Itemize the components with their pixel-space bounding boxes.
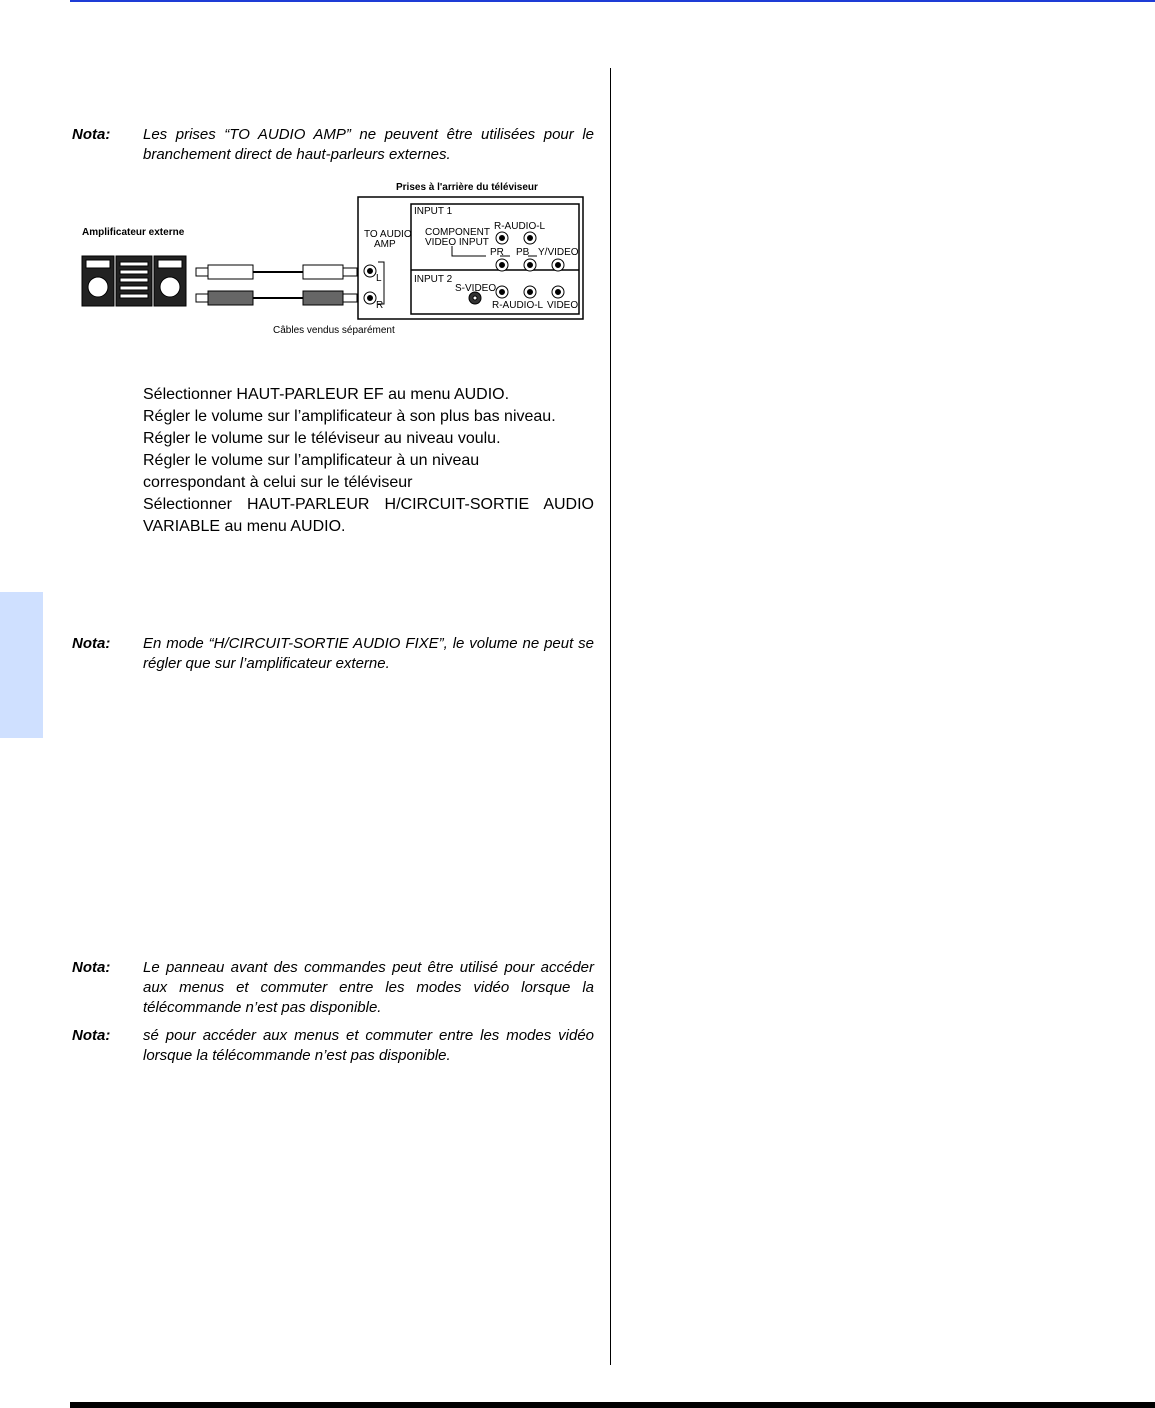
step-line: Sélectionner HAUT-PARLEUR H/CIRCUIT-SORTIE AUDIO xyxy=(143,496,594,513)
component-label: COMPONENT xyxy=(425,227,490,238)
bottom-rule xyxy=(70,1402,1155,1408)
note-fixed-audio xyxy=(72,634,594,674)
amp-label: Amplificateur externe xyxy=(82,227,185,238)
input1-label: INPUT 1 xyxy=(414,206,453,217)
step-line: Régler le volume sur l’amplificateur à son plus bas niveau. xyxy=(143,408,556,425)
right-channel-label: R xyxy=(376,300,384,311)
step-line: Régler le volume sur l’amplificateur à un niveau xyxy=(143,452,480,469)
pr-label: PR xyxy=(490,247,504,258)
step-line: VARIABLE au menu AUDIO. xyxy=(143,518,346,535)
note-remote-unavailable xyxy=(72,1026,594,1066)
s-video-label: S-VIDEO xyxy=(455,283,497,294)
r-audio-l-label: R-AUDIO-L xyxy=(494,221,546,232)
cable-right xyxy=(196,291,357,305)
r-audio-l2-label: R-AUDIO-L xyxy=(492,300,544,311)
note-text: Les prises “TO AUDIO AMP” ne peuvent être utilisées pour le branchement direct de haut-parleurs externes. xyxy=(143,126,594,163)
cables-label: Câbles vendus séparément xyxy=(273,325,395,336)
y-video-label: Y/VIDEO xyxy=(538,247,579,258)
column-divider xyxy=(610,68,611,1365)
note-text: En mode “H/CIRCUIT-SORTIE AUDIO FIXE”, le volume ne peut se régler que sur l’amplificateur externe. xyxy=(143,635,594,672)
connection-diagram-graphic xyxy=(0,0,600,345)
step-line: Régler le volume sur le téléviseur au niveau voulu. xyxy=(143,430,501,447)
step-line: Sélectionner HAUT-PARLEUR EF au menu AUDIO. xyxy=(143,386,510,403)
note-text: sé pour accéder aux menus et commuter entre les modes vidéo lorsque la télécommande n’est pas disponible. xyxy=(143,1027,594,1064)
step-line: correspondant à celui sur le téléviseur xyxy=(143,474,413,491)
amplifier-icon xyxy=(82,256,186,306)
procedure-steps xyxy=(143,384,594,538)
note-text: Le panneau avant des commandes peut être utilisé pour accéder aux menus et commuter entre les modes vidéo lorsque la télécommande n’est pas disponible. xyxy=(143,959,594,1016)
input2-label: INPUT 2 xyxy=(414,274,453,285)
rear-jacks-title: Prises à l'arrière du téléviseur xyxy=(396,182,538,193)
section-side-tab xyxy=(0,592,43,738)
note-label: Nota: xyxy=(72,126,111,143)
pb-label: PB xyxy=(516,247,530,258)
left-channel-label: L xyxy=(376,273,382,284)
cable-left xyxy=(196,265,357,279)
video-label: VIDEO xyxy=(547,300,579,311)
note-label: Nota: xyxy=(72,635,111,652)
amp-label-small: AMP xyxy=(374,239,396,250)
note-label: Nota: xyxy=(72,1027,111,1044)
video-input-label: VIDEO INPUT xyxy=(425,237,489,248)
note-label: Nota: xyxy=(72,959,111,976)
to-audio-label: TO AUDIO xyxy=(364,229,412,240)
note-front-panel xyxy=(72,958,594,1018)
